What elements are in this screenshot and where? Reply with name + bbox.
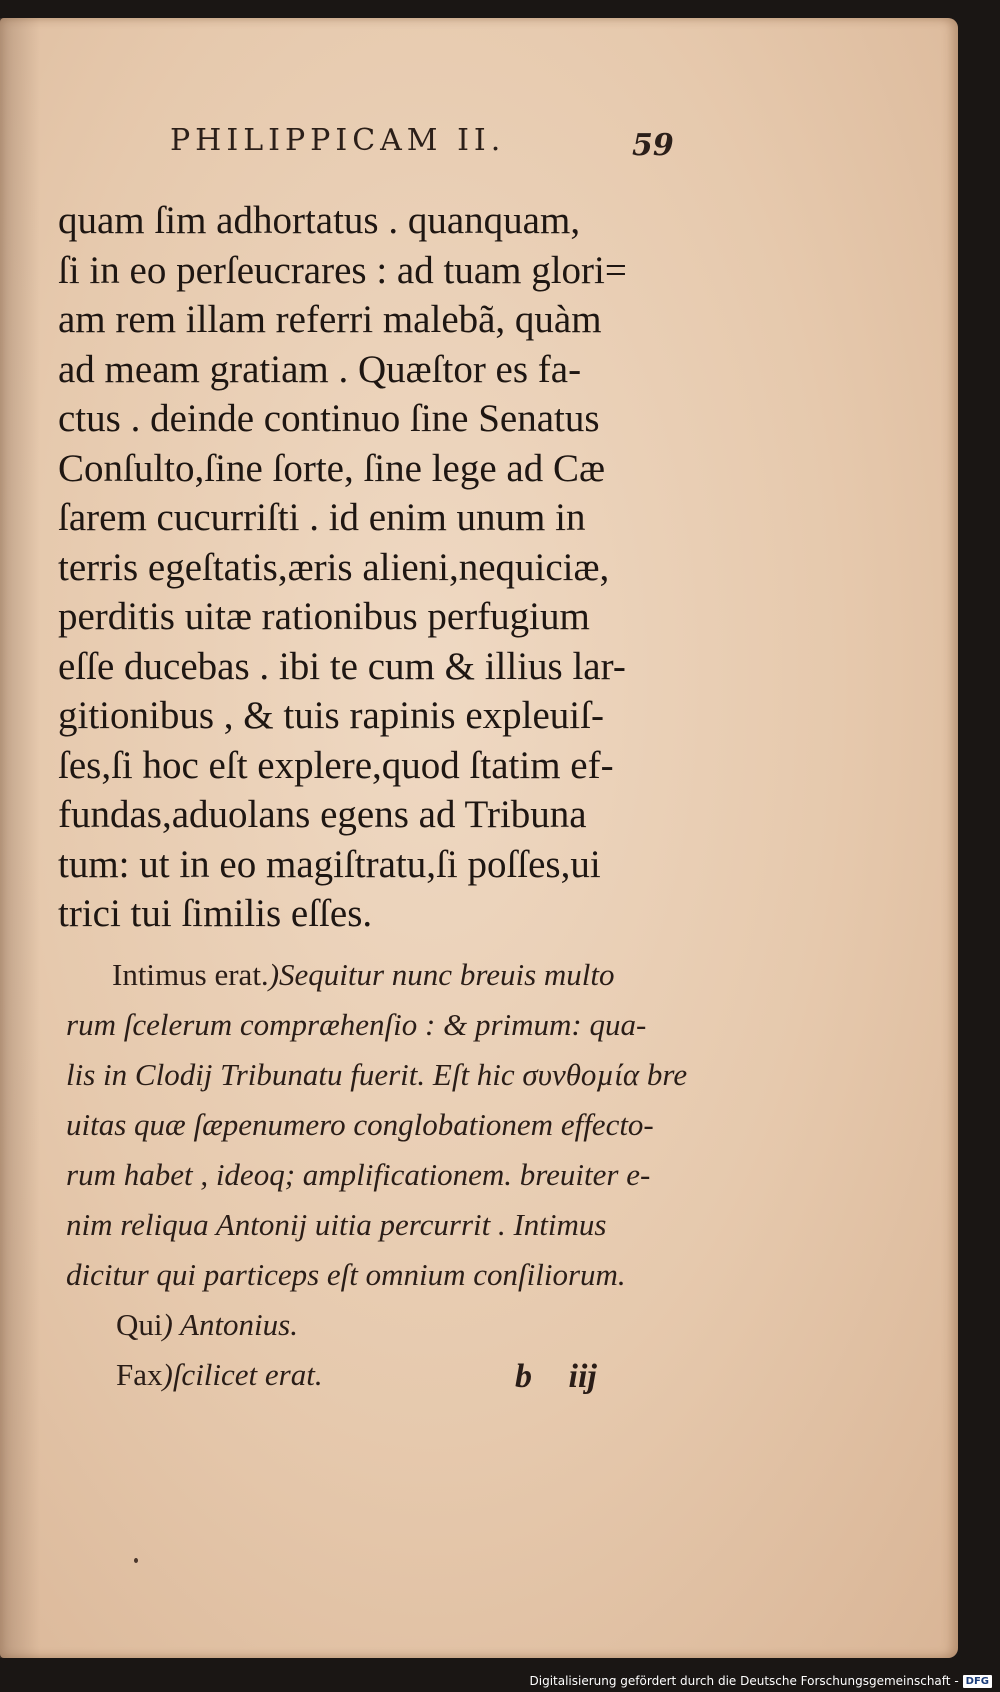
commentary-block [66,950,726,1400]
text-line: perditis uitæ rationibus perfugium [58,595,590,638]
text-line: am rem illam referri malebã, quàm [58,298,602,341]
commentary-line [66,950,726,1000]
text-line: fundas,aduolans egens ad Tribuna [58,793,587,836]
text-line: Conſulto,ſine ſorte, ſine lege ad Cæ [58,446,605,490]
text-line: gitionibus , & tuis rapinis expleuiſ- [58,694,604,737]
commentary-line: rum habet , ideoq; amplificationem. breuiter e- [66,1157,651,1192]
page-number: 59 [632,128,674,163]
signature-mark: b iij [515,1358,597,1395]
text-line: ſi in eo perſeucrares : ad tuam glori= [58,248,627,292]
lemma: Qui [116,1307,163,1342]
text-line: ſes,ſi hoc eſt explere,quod ſtatim ef- [58,743,614,787]
text-line: ad meam gratiam . Quæſtor es fa- [58,347,582,391]
commentary-line: lis in Clodij Tribunatu fuerit. Eſt hic συνθοµία bre [66,1057,688,1092]
text-line: ctus . deinde continuo ſine Senatus [58,397,600,440]
main-text-block [58,196,718,939]
commentary-line: dicitur qui particeps eſt omnium conſiliorum. [66,1257,626,1292]
page-gutter-shadow [0,18,40,1658]
dfg-logo: DFG [963,1675,992,1688]
commentary-line: rum ſcelerum compræhenſio : & primum: qua- [66,1007,647,1042]
text-line: tum: ut in eo magiſtratu,ſi poſſes,ui [58,842,601,886]
gloss: )ſcilicet erat. [162,1357,323,1392]
gloss: ) Antonius. [162,1307,298,1342]
commentary-text: )Sequitur nunc breuis multo [268,957,615,992]
text-line: terris egeſtatis,æris alieni,nequiciæ, [58,545,610,589]
book-page [0,18,958,1658]
text-line: ſarem cucurriſti . id enim unum in [58,496,586,539]
lemma: Intimus erat. [112,957,269,992]
commentary-line [66,1350,726,1400]
ink-speck [134,1558,138,1563]
text-line: trici tui ſimilis eſſes. [58,892,373,935]
footer-credit [530,1674,993,1688]
commentary-line [66,1300,726,1350]
running-head: PHILIPPICAM II. [170,123,506,158]
footer-credit-text: Digitalisierung gefördert durch die Deutsche Forschungsgemeinschaft - [529,1674,959,1688]
commentary-line: nim reliqua Antonij uitia percurrit . Intimus [66,1207,607,1242]
commentary-line: uitas quæ ſæpenumero conglobationem effecto- [66,1107,654,1142]
text-line: eſſe ducebas . ibi te cum & illius lar- [58,644,626,688]
text-line: quam ſim adhortatus . quanquam, [58,199,581,242]
lemma: Fax [116,1357,163,1392]
